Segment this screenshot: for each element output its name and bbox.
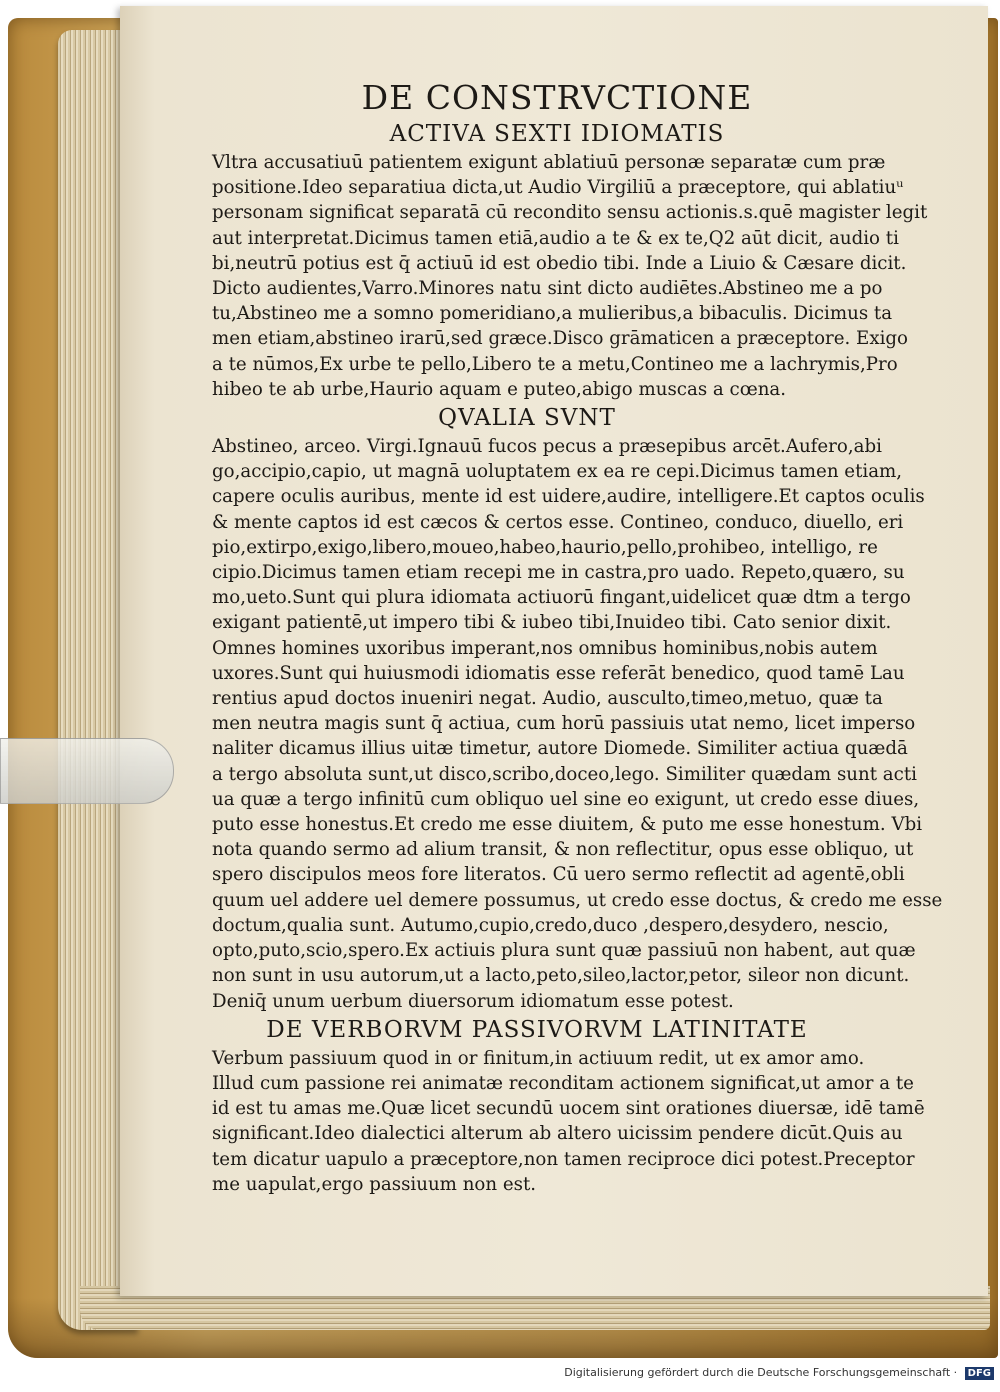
text-line: Abstineo, arceo. Virgi.Ignauū fucos pecus a præsepibus arcēt.Aufero,abi <box>212 436 882 458</box>
digitization-footer <box>0 1366 994 1386</box>
text-line: tu,Abstineo me a somno pomeridiano,a mulieribus,a bibaculis. Dicimus ta <box>212 303 893 325</box>
text-line: quum uel addere uel demere possumus, ut credo esse doctus, & credo me esse <box>212 889 943 911</box>
text-line: exigant patientē,ut impero tibi & iubeo tibi,Inuideo tibi. Cato senior dixit. <box>212 612 892 634</box>
text-line: me uapulat,ergo passiuum non est. <box>212 1173 537 1195</box>
text-line: men etiam,abstineo irarū,sed græce.Disco grāmaticen a præceptore. Exigo <box>212 328 909 350</box>
text-line: ua quæ a tergo infinitū cum obliquo uel sine eo exigunt, ut credo esse diues, <box>212 788 920 810</box>
section-title-passiva: DE VERBORVM PASSIVORVM LATINITATE <box>266 1016 808 1043</box>
bookmark-strip <box>0 738 174 804</box>
text-line: men neutra magis sunt q̄ actiua, cum horū passiuis utat nemo, licet imperso <box>212 713 916 735</box>
text-line: non sunt in usu autorum,ut a lacto,peto,sileo,lactor,petor, sileor non dicunt. <box>212 965 910 987</box>
paragraph-qualia <box>212 434 943 1014</box>
text-line: pio,extirpo,exigo,libero,moueo,habeo,haurio,pello,prohibeo, intelligo, re <box>212 536 878 558</box>
text-line: positione.Ideo separatiua dicta,ut Audio Virgiliū a præceptore, qui ablatiuᵘ <box>212 177 904 199</box>
text-line: Vltra accusatiuū patientem exigunt ablatiuū personæ separatæ cum præ <box>212 152 886 173</box>
text-line: aut interpretat.Dicimus tamen etiā,audio a te & ex te,Q2 aūt dicit, audio ti <box>212 227 899 249</box>
text-line: puto esse honestus.Et credo me esse diuitem, & puto me esse honestum. Vbi <box>212 814 923 836</box>
text-line: capere oculis auribus, mente id est uidere,audire, intelligere.Et captos oculis <box>212 486 925 508</box>
text-line: uxores.Sunt qui huiusmodi idiomatis esse referāt benedico, quod tamē Lau <box>212 662 905 684</box>
text-line: Deniq̄ unum uerbum diuersorum idiomatum esse potest. <box>212 990 734 1012</box>
text-line: spero discipulos meos fore literatos. Cū uero sermo reflectit ad agentē,obli <box>212 864 905 886</box>
footer-text: Digitalisierung gefördert durch die Deutsche Forschungsgemeinschaft · <box>564 1366 958 1379</box>
section-title-qualia: QVALIA SVNT <box>438 405 616 432</box>
text-line: rentius apud doctos inueniri negat. Audio, ausculto,timeo,metuo, quæ ta <box>212 688 883 710</box>
text-line: cipio.Dicimus tamen etiam recepi me in castra,pro uado. Repeto,quæro, su <box>212 562 905 584</box>
text-line: personam significat separatā cū recondito sensu actionis.s.quē magister legit <box>212 202 928 224</box>
text-line: opto,puto,scio,spero.Ex actiuis plura sunt quæ passiuū non habent, aut quæ <box>212 940 916 962</box>
text-line: tem dicatur uapulo a præceptore,non tamen reciproce dici potest.Preceptor <box>212 1148 915 1170</box>
paragraph-passiva <box>212 1046 925 1197</box>
text-line: significant.Ideo dialectici alterum ab altero uicissim pendere dicūt.Quis au <box>212 1123 903 1145</box>
text-line: id est tu amas me.Quæ licet secundū uocem sint orationes diuersæ, idē tamē <box>212 1098 925 1120</box>
text-line: a te nūmos,Ex urbe te pello,Libero te a metu,Contineo me a lachrymis,Pro <box>212 353 898 375</box>
text-line: go,accipio,capio, ut magnā uoluptatem ex ea re cepi.Dicimus tamen etiam, <box>212 461 903 483</box>
text-line: Illud cum passione rei animatæ reconditam actionem significat,ut amor a te <box>212 1072 914 1094</box>
text-line: mo,ueto.Sunt qui plura idiomata actiuorū fingant,uidelicet quæ dtm a tergo <box>212 587 911 609</box>
text-line: hibeo te ab urbe,Haurio aquam e puteo,abigo muscas a cœna. <box>212 378 787 400</box>
text-line: nota quando sermo ad alium transit, & non reflectitur, opus esse obliquo, ut <box>212 839 914 861</box>
text-line: doctum,qualia sunt. Autumo,cupio,credo,duco ,despero,desydero, nescio, <box>212 914 889 936</box>
paragraph-activa <box>212 150 928 402</box>
dfg-logo: DFG <box>965 1367 994 1380</box>
text-line: a tergo absoluta sunt,ut disco,scribo,doceo,lego. Similiter quædam sunt acti <box>212 763 917 785</box>
text-line: Verbum passiuum quod in or finitum,in actiuum redit, ut ex amor amo. <box>212 1047 865 1069</box>
text-line: Omnes homines uxoribus imperant,nos omnibus hominibus,nobis autem <box>212 637 878 659</box>
text-line: Dicto audientes,Varro.Minores natu sint dicto audiētes.Abstineo me a po <box>212 278 883 300</box>
text-line: & mente captos id est cæcos & certos esse. Contineo, conduco, diuello, eri <box>212 511 904 533</box>
page-text <box>212 78 943 1197</box>
text-line: bi,neutrū potius est q̄ actiuū id est obedio tibi. Inde a Liuio & Cæsare dicit. <box>212 252 907 274</box>
text-line: naliter dicamus illius uitæ timetur, autore Diomede. Similiter actiua quædā <box>212 738 908 760</box>
page-header: DE CONSTRVCTIONE <box>361 78 753 117</box>
section-title-activa: ACTIVA SEXTI IDIOMATIS <box>389 121 725 147</box>
